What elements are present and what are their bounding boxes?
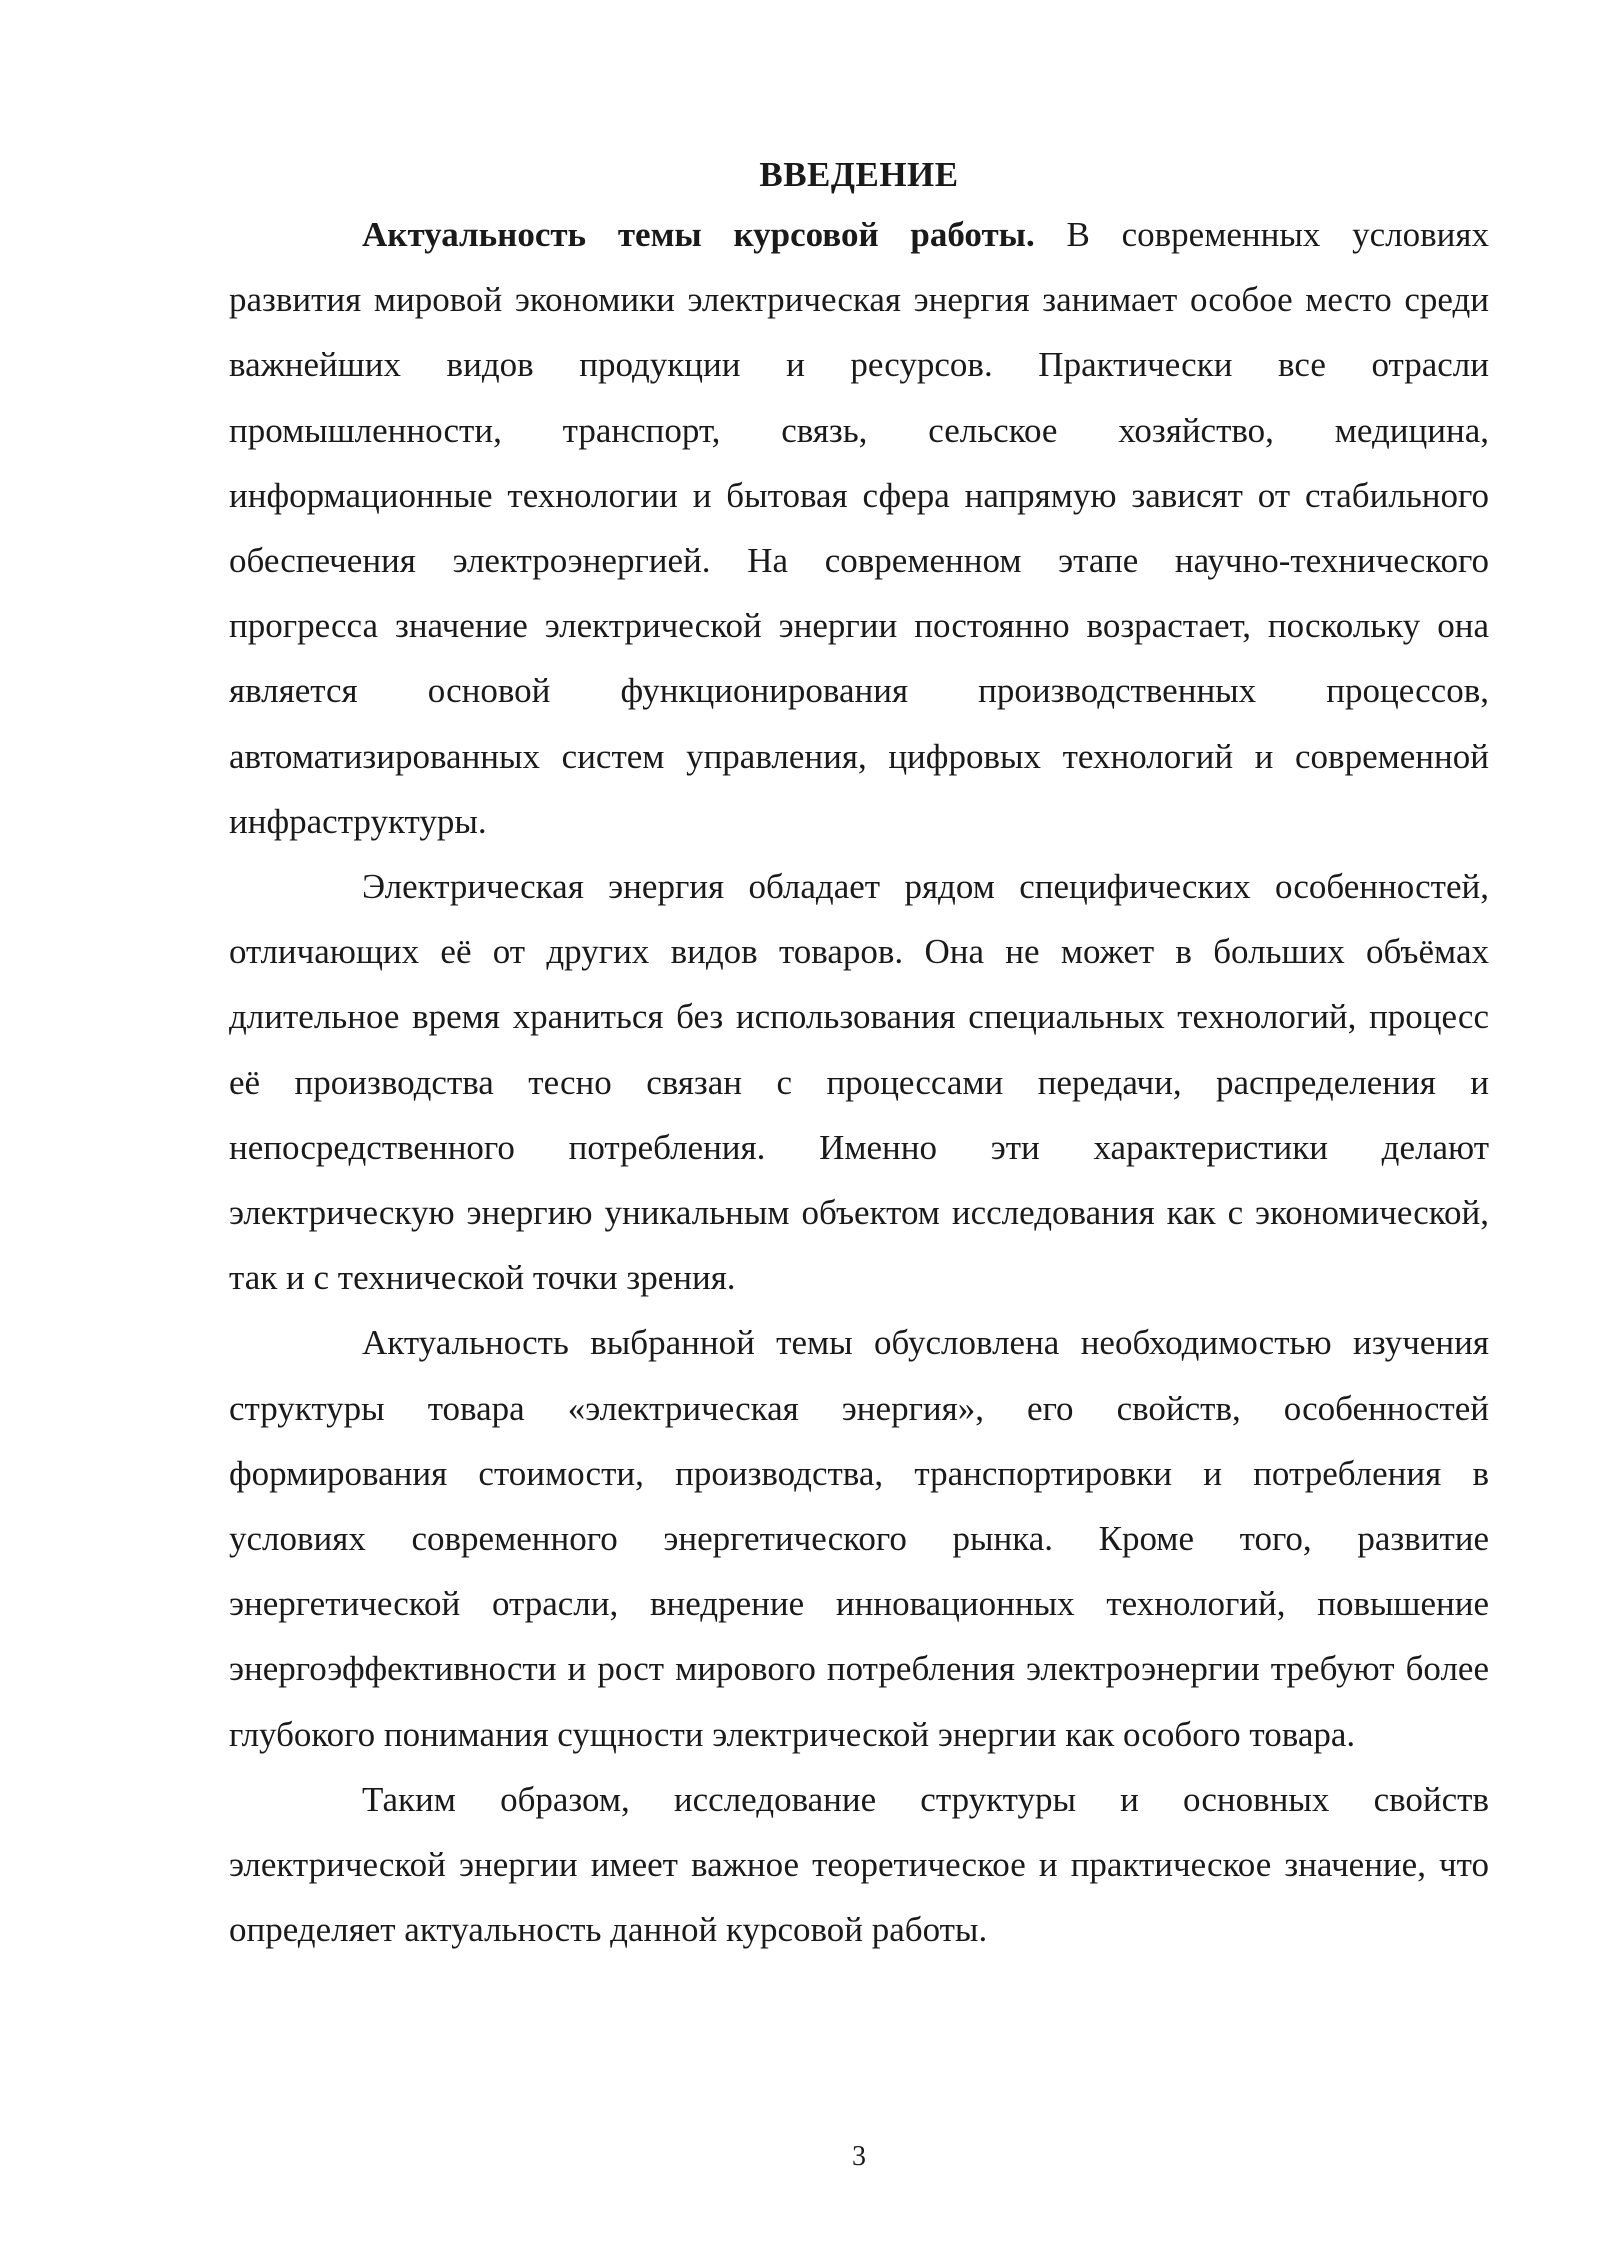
paragraph-properties: Электрическая энергия обладает рядом специфических особенностей, отличающих её от других видов товаров. Она не может в больших объёмах длительное время храниться без использования специальных технологий, процесс её производства тесно связан с процессами передачи, распределения и непосредственного потребления. Именно эти характеристики делают электрическую энергию уникальным объектом исследования как с экономической, так и с технической точки зрения. xyxy=(229,867,1489,1298)
section-heading: ВВЕДЕНИЕ xyxy=(759,155,959,194)
paragraph-conclusion: Таким образом, исследование структуры и основных свойств электрической энергии имеет важное теоретическое и практическое значение, что определяет актуальность данной курсовой работы. xyxy=(229,1779,1489,1950)
page-number: 3 xyxy=(852,2141,866,2172)
page-body xyxy=(229,148,1489,1962)
paragraph-topic-relevance: Актуальность выбранной темы обусловлена необходимостью изучения структуры товара «электрическая энергия», его свойств, особенностей формирования стоимости, производства, транспортировки и потребления в условиях современного энергетического рынка. Кроме того, развитие энергетической отрасли, внедрение инновационных технологий, повышение энергоэффективности и рост мирового потребления электроэнергии требуют более глубокого понимания сущности электрической энергии как особого товара. xyxy=(229,1323,1489,1754)
paragraph-text: В современных условиях развития мировой экономики электрическая энергия занимает особое место среди важнейших видов продукции и ресурсов. Практически все отрасли промышленности, транспорт, связь, сельское хозяйство, медицина, информационные технологии и бытовая сфера напрямую зависят от стабильного обеспечения электроэнергией. На современном этапе научно-технического прогресса значение электрической энергии постоянно возрастает, поскольку она является основой функционирования производственных процессов, автоматизированных систем управления, цифровых технологий и современной инфраструктуры. xyxy=(229,215,1489,841)
paragraph-lead-bold: Актуальность темы курсовой работы. xyxy=(362,215,1035,254)
paragraph-relevance xyxy=(229,202,1489,854)
